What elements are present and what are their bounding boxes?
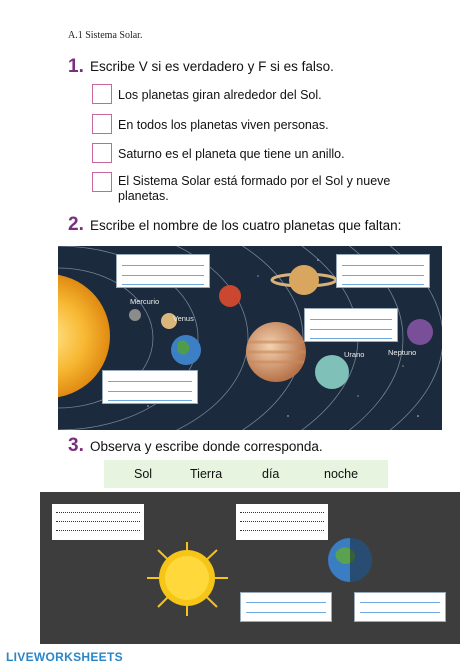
q2-text: Escribe el nombre de los cuatro planetas que faltan: (90, 218, 402, 233)
sun-earth-image (40, 492, 460, 644)
q1-statement-3: Saturno es el planeta que tiene un anillo. (118, 147, 345, 161)
word-bank-item: día (262, 467, 280, 481)
sun-earth-answer-field-4[interactable] (354, 592, 446, 622)
q1-answer-box-3[interactable] (92, 143, 112, 163)
liveworksheets-logo: LIVEWORKSHEETS (6, 650, 123, 664)
q1-statement-1: Los planetas giran alrededor del Sol. (118, 88, 322, 102)
label-venus: Venus (173, 314, 194, 323)
q3-text: Observa y escribe donde corresponda. (90, 439, 323, 454)
q1-answer-box-4[interactable] (92, 172, 112, 192)
word-bank-item: noche (324, 467, 359, 481)
q1-answer-box-2[interactable] (92, 114, 112, 134)
worksheet-header: A.1 Sistema Solar. (68, 30, 143, 41)
word-bank-item: Sol (134, 467, 153, 481)
planet-answer-field-2[interactable] (336, 254, 430, 288)
label-neptuno: Neptuno (388, 348, 417, 357)
uranus-icon (315, 355, 349, 389)
saturn-icon (289, 265, 319, 295)
sun-earth-answer-field-3[interactable] (240, 592, 332, 622)
planet-answer-field-3[interactable] (304, 308, 398, 342)
neptune-icon (407, 319, 433, 345)
label-mercurio: Mercurio (130, 297, 160, 306)
q1-text: Escribe V si es verdadero y F si es falso. (90, 59, 334, 74)
word-bank (104, 460, 388, 488)
q1-answer-box-1[interactable] (92, 84, 112, 104)
q1-number: 1. (68, 56, 84, 77)
planet-answer-field-4[interactable] (102, 370, 198, 404)
word-bank-item: Tierra (190, 467, 223, 481)
q1-statement-4: El Sistema Solar está formado por el Sol y nueve planetas. (118, 174, 391, 203)
sun-earth-answer-field-1[interactable] (52, 504, 144, 540)
q2-number: 2. (68, 214, 84, 235)
q3-number: 3. (68, 435, 84, 456)
sun-earth-answer-field-2[interactable] (236, 504, 328, 540)
q1-statement-2: En todos los planetas viven personas. (118, 118, 329, 132)
planet-answer-field-1[interactable] (116, 254, 210, 288)
label-urano: Urano (344, 350, 365, 359)
mars-icon (219, 285, 241, 307)
solar-system-image (58, 246, 442, 430)
mercury-icon (129, 309, 141, 321)
earth-icon (328, 538, 372, 582)
